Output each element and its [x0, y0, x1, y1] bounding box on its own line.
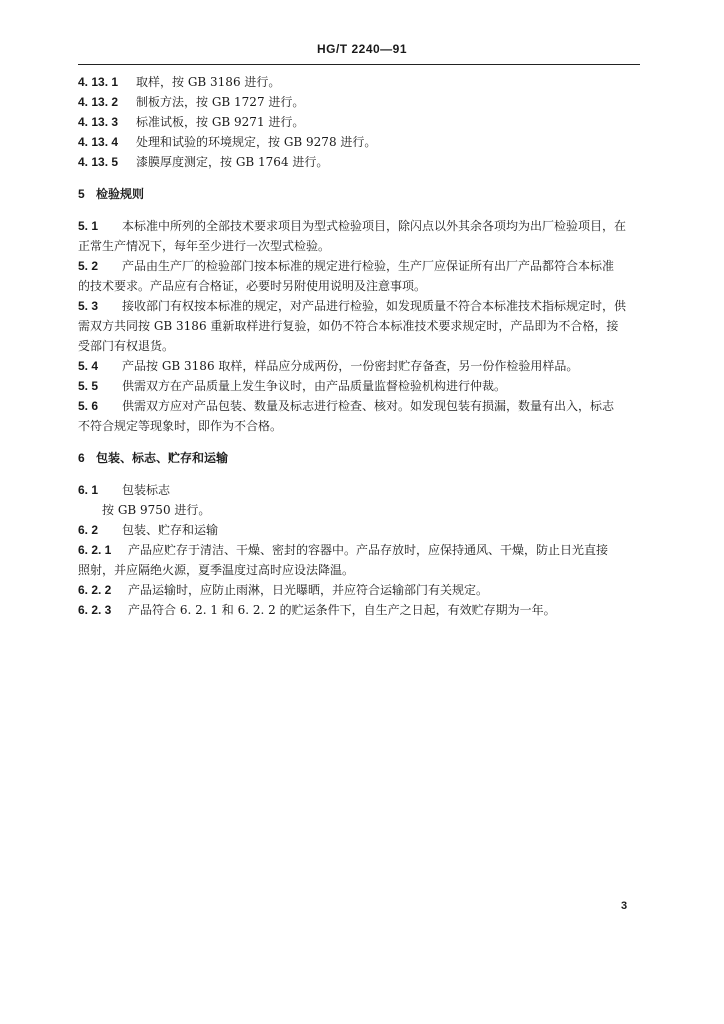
clause-number: 6. 2. 3 — [78, 603, 112, 617]
clause-title: 包装、贮存和运输 — [122, 523, 219, 537]
clause-text-line: 供需双方应对产品包装、数量及标志进行检查、核对。如发现包装有损漏，数量有出入，标志 — [122, 399, 615, 413]
clause-6-2-2 — [78, 580, 640, 600]
section-number: 6 — [78, 451, 85, 465]
header-rule — [78, 64, 640, 65]
section-number: 5 — [78, 187, 85, 201]
clause-5-1 — [78, 216, 640, 256]
clause-text-line: 产品由生产厂的检验部门按本标准的规定进行检验，生产厂应保证所有出厂产品都符合本标准 — [122, 259, 615, 273]
section-title: 检验规则 — [96, 187, 145, 201]
clause-text: 产品符合 6. 2. 1 和 6. 2. 2 的贮运条件下，自生产之日起，有效贮存期为一年。 — [128, 603, 556, 617]
clause-text: 标准试板，按 GB 9271 进行。 — [136, 115, 305, 129]
clause-4-13-1 — [78, 72, 640, 92]
clause-number: 5. 5 — [78, 379, 99, 393]
clause-number: 6. 2 — [78, 523, 99, 537]
clause-6-2-heading — [78, 520, 640, 540]
clause-number: 4. 13. 3 — [78, 115, 119, 129]
clause-text: 处理和试验的环境规定，按 GB 9278 进行。 — [136, 135, 377, 149]
clause-5-2 — [78, 256, 640, 296]
clause-6-1-heading — [78, 480, 640, 500]
clause-title: 包装标志 — [122, 483, 171, 497]
clause-number: 6. 1 — [78, 483, 99, 497]
document-code-header: HG/T 2240—91 — [316, 42, 408, 56]
clause-5-5 — [78, 376, 640, 396]
clause-4-13-5 — [78, 152, 640, 172]
clause-text-line: 本标准中所列的全部技术要求项目为型式检验项目，除闪点以外其余各项均为出厂检验项目，在 — [122, 219, 627, 233]
clause-5-4 — [78, 356, 640, 376]
clause-text-line: 接收部门有权按本标准的规定，对产品进行检验，如发现质量不符合本标准技术指标规定时，供 — [122, 299, 627, 313]
section-title: 包装、标志、贮存和运输 — [96, 451, 229, 465]
clause-number: 4. 13. 4 — [78, 135, 119, 149]
clause-number: 4. 13. 2 — [78, 95, 119, 109]
clause-number: 6. 2. 2 — [78, 583, 112, 597]
document-body — [78, 72, 640, 620]
clause-4-13-2 — [78, 92, 640, 112]
page-number: 3 — [621, 900, 628, 912]
clause-text-line: 的技术要求。产品应有合格证，必要时另附使用说明及注意事项。 — [78, 279, 427, 293]
clause-number: 5. 4 — [78, 359, 99, 373]
clause-text: 取样，按 GB 3186 进行。 — [136, 75, 281, 89]
clause-text: 制板方法，按 GB 1727 进行。 — [136, 95, 305, 109]
clause-4-13-3 — [78, 112, 640, 132]
clause-4-13-4 — [78, 132, 640, 152]
clause-text-line: 产品按 GB 3186 取样，样品应分成两份，一份密封贮存备查，另一份作检验用样品。 — [122, 359, 579, 373]
clause-text: 产品运输时，应防止雨淋，日光曝晒，并应符合运输部门有关规定。 — [128, 583, 489, 597]
clause-text-line: 照射，并应隔绝火源，夏季温度过高时应设法降温。 — [78, 563, 355, 577]
clause-number: 5. 3 — [78, 299, 99, 313]
clause-number: 5. 1 — [78, 219, 99, 233]
clause-5-6 — [78, 396, 640, 436]
clause-text-line: 受部门有权退货。 — [78, 339, 175, 353]
clause-6-2-1 — [78, 540, 640, 580]
section-5-heading — [78, 184, 640, 204]
clause-5-3 — [78, 296, 640, 356]
clause-number: 6. 2. 1 — [78, 543, 112, 557]
clause-text-line: 产品应贮存于清洁、干燥、密封的容器中。产品存放时，应保持通风、干燥，防止日光直接 — [128, 543, 609, 557]
clause-text-line: 供需双方在产品质量上发生争议时，由产品质量监督检验机构进行仲裁。 — [122, 379, 507, 393]
section-6-heading — [78, 448, 640, 468]
clause-number: 5. 6 — [78, 399, 99, 413]
clause-number: 4. 13. 5 — [78, 155, 119, 169]
clause-6-2-3 — [78, 600, 640, 620]
clause-text-line: 需双方共同按 GB 3186 重新取样进行复验，如仍不符合本标准技术要求规定时，产品即为不合格，接 — [78, 319, 619, 333]
clause-6-1-text: 按 GB 9750 进行。 — [102, 503, 211, 517]
clause-number: 5. 2 — [78, 259, 99, 273]
clause-text: 漆膜厚度测定，按 GB 1764 进行。 — [136, 155, 329, 169]
clause-text-line: 不符合规定等现象时，即作为不合格。 — [78, 419, 283, 433]
clause-text-line: 正常生产情况下，每年至少进行一次型式检验。 — [78, 239, 331, 253]
clause-number: 4. 13. 1 — [78, 75, 119, 89]
